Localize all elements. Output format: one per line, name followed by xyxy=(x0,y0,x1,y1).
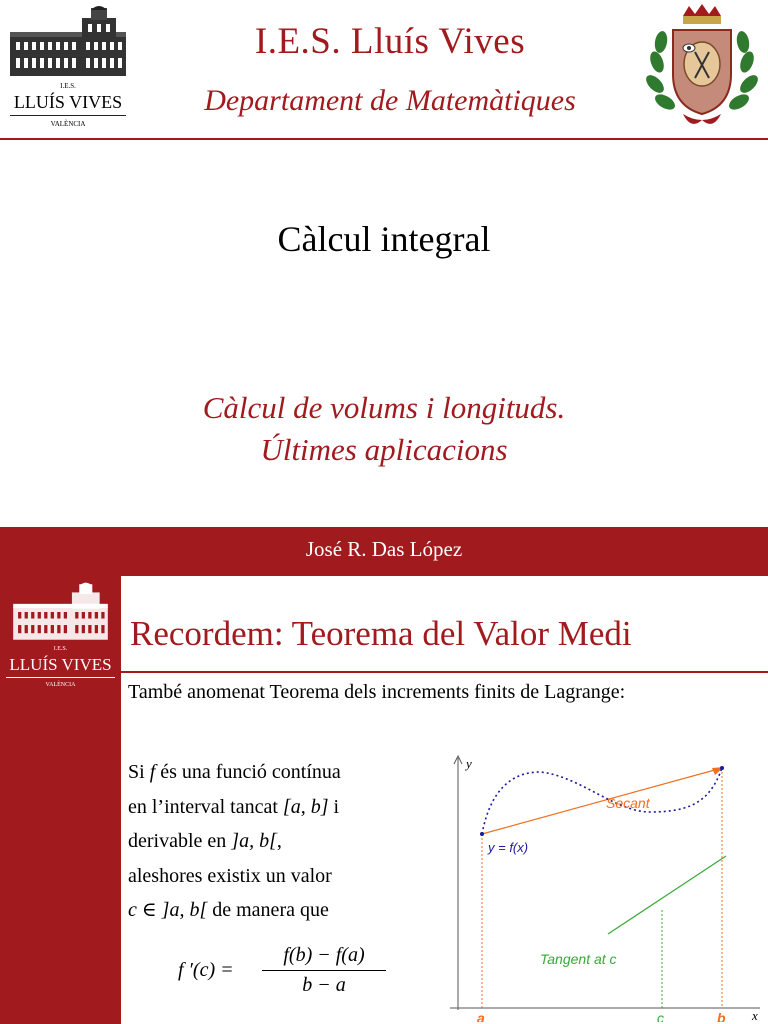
mvt-graph xyxy=(440,752,764,1022)
theorem-line xyxy=(128,893,428,928)
tick-b: b xyxy=(717,1010,726,1022)
subtitle-line-2: Últimes aplicacions xyxy=(260,432,508,467)
tangent-line xyxy=(608,856,726,934)
logo-name: LLUÍS VIVES xyxy=(9,655,112,674)
function-label: y = f(x) xyxy=(488,840,529,855)
school-title: I.E.S. Lluís Vives xyxy=(254,21,526,62)
math-span: f xyxy=(149,761,156,783)
header-divider xyxy=(0,138,768,140)
school-building-icon xyxy=(6,581,115,643)
text-span: , xyxy=(276,830,282,852)
formula-fraction xyxy=(262,944,386,997)
logo-ies: I.E.S. xyxy=(53,646,68,652)
course-title: Càlcul integral xyxy=(277,219,491,259)
sidebar xyxy=(0,576,121,1024)
author-bar xyxy=(0,527,768,576)
text-span: aleshores existix un valor xyxy=(128,864,332,887)
logo-name: LLUÍS VIVES xyxy=(13,92,123,112)
secant-line xyxy=(482,768,722,834)
intro-text: També anomenat Teorema dels increments finits de Lagrange: xyxy=(128,681,626,703)
theorem-slide xyxy=(0,576,768,1024)
formula-lhs: f ′(c) = xyxy=(178,959,234,981)
logo-ies: I.E.S. xyxy=(60,82,76,90)
logo-divider xyxy=(10,115,126,116)
text-span: en l’interval tancat xyxy=(128,795,283,818)
school-logo xyxy=(6,4,130,130)
tick-a: a xyxy=(477,1010,485,1022)
department-title: Departament de Matemàtiques xyxy=(204,84,576,117)
formula-denominator: b − a xyxy=(302,974,346,996)
formula-numerator: f(b) − f(a) xyxy=(283,944,365,966)
y-axis-label: y xyxy=(466,756,472,771)
text-span: i xyxy=(328,795,340,818)
school-seal-icon xyxy=(643,2,761,130)
logo-divider xyxy=(6,677,115,678)
math-span: ]a, b[ xyxy=(231,830,277,852)
text-span: derivable en xyxy=(128,830,232,852)
text-span: de manera que xyxy=(207,899,329,921)
tick-c: c xyxy=(657,1010,664,1022)
school-building-icon xyxy=(8,4,128,80)
secant-label: Secant xyxy=(606,795,650,811)
theorem-line xyxy=(128,755,428,790)
logo-city: VALÈNCIA xyxy=(50,120,86,128)
theorem-line xyxy=(128,859,428,894)
theorem-statement xyxy=(128,755,428,928)
math-span: c ∈ ]a, b[ xyxy=(128,899,208,921)
fraction-bar xyxy=(262,970,386,971)
text-span: Si xyxy=(128,761,150,783)
x-axis-label: x xyxy=(752,1008,758,1022)
text-span: és una funció contínua xyxy=(155,761,341,783)
slide-title: Recordem: Teorema del Valor Medi xyxy=(130,614,632,653)
title-divider xyxy=(121,671,768,673)
theorem-line xyxy=(128,790,428,825)
theorem-line xyxy=(128,824,428,859)
logo-city: VALÈNCIA xyxy=(45,682,76,688)
tangent-label: Tangent at c xyxy=(540,951,617,967)
author-name: José R. Das López xyxy=(305,537,463,561)
point-a xyxy=(480,832,484,836)
math-span: [a, b] xyxy=(282,795,329,818)
point-b xyxy=(720,766,724,770)
subtitle-line-1: Càlcul de volums i longituds. xyxy=(202,390,566,425)
